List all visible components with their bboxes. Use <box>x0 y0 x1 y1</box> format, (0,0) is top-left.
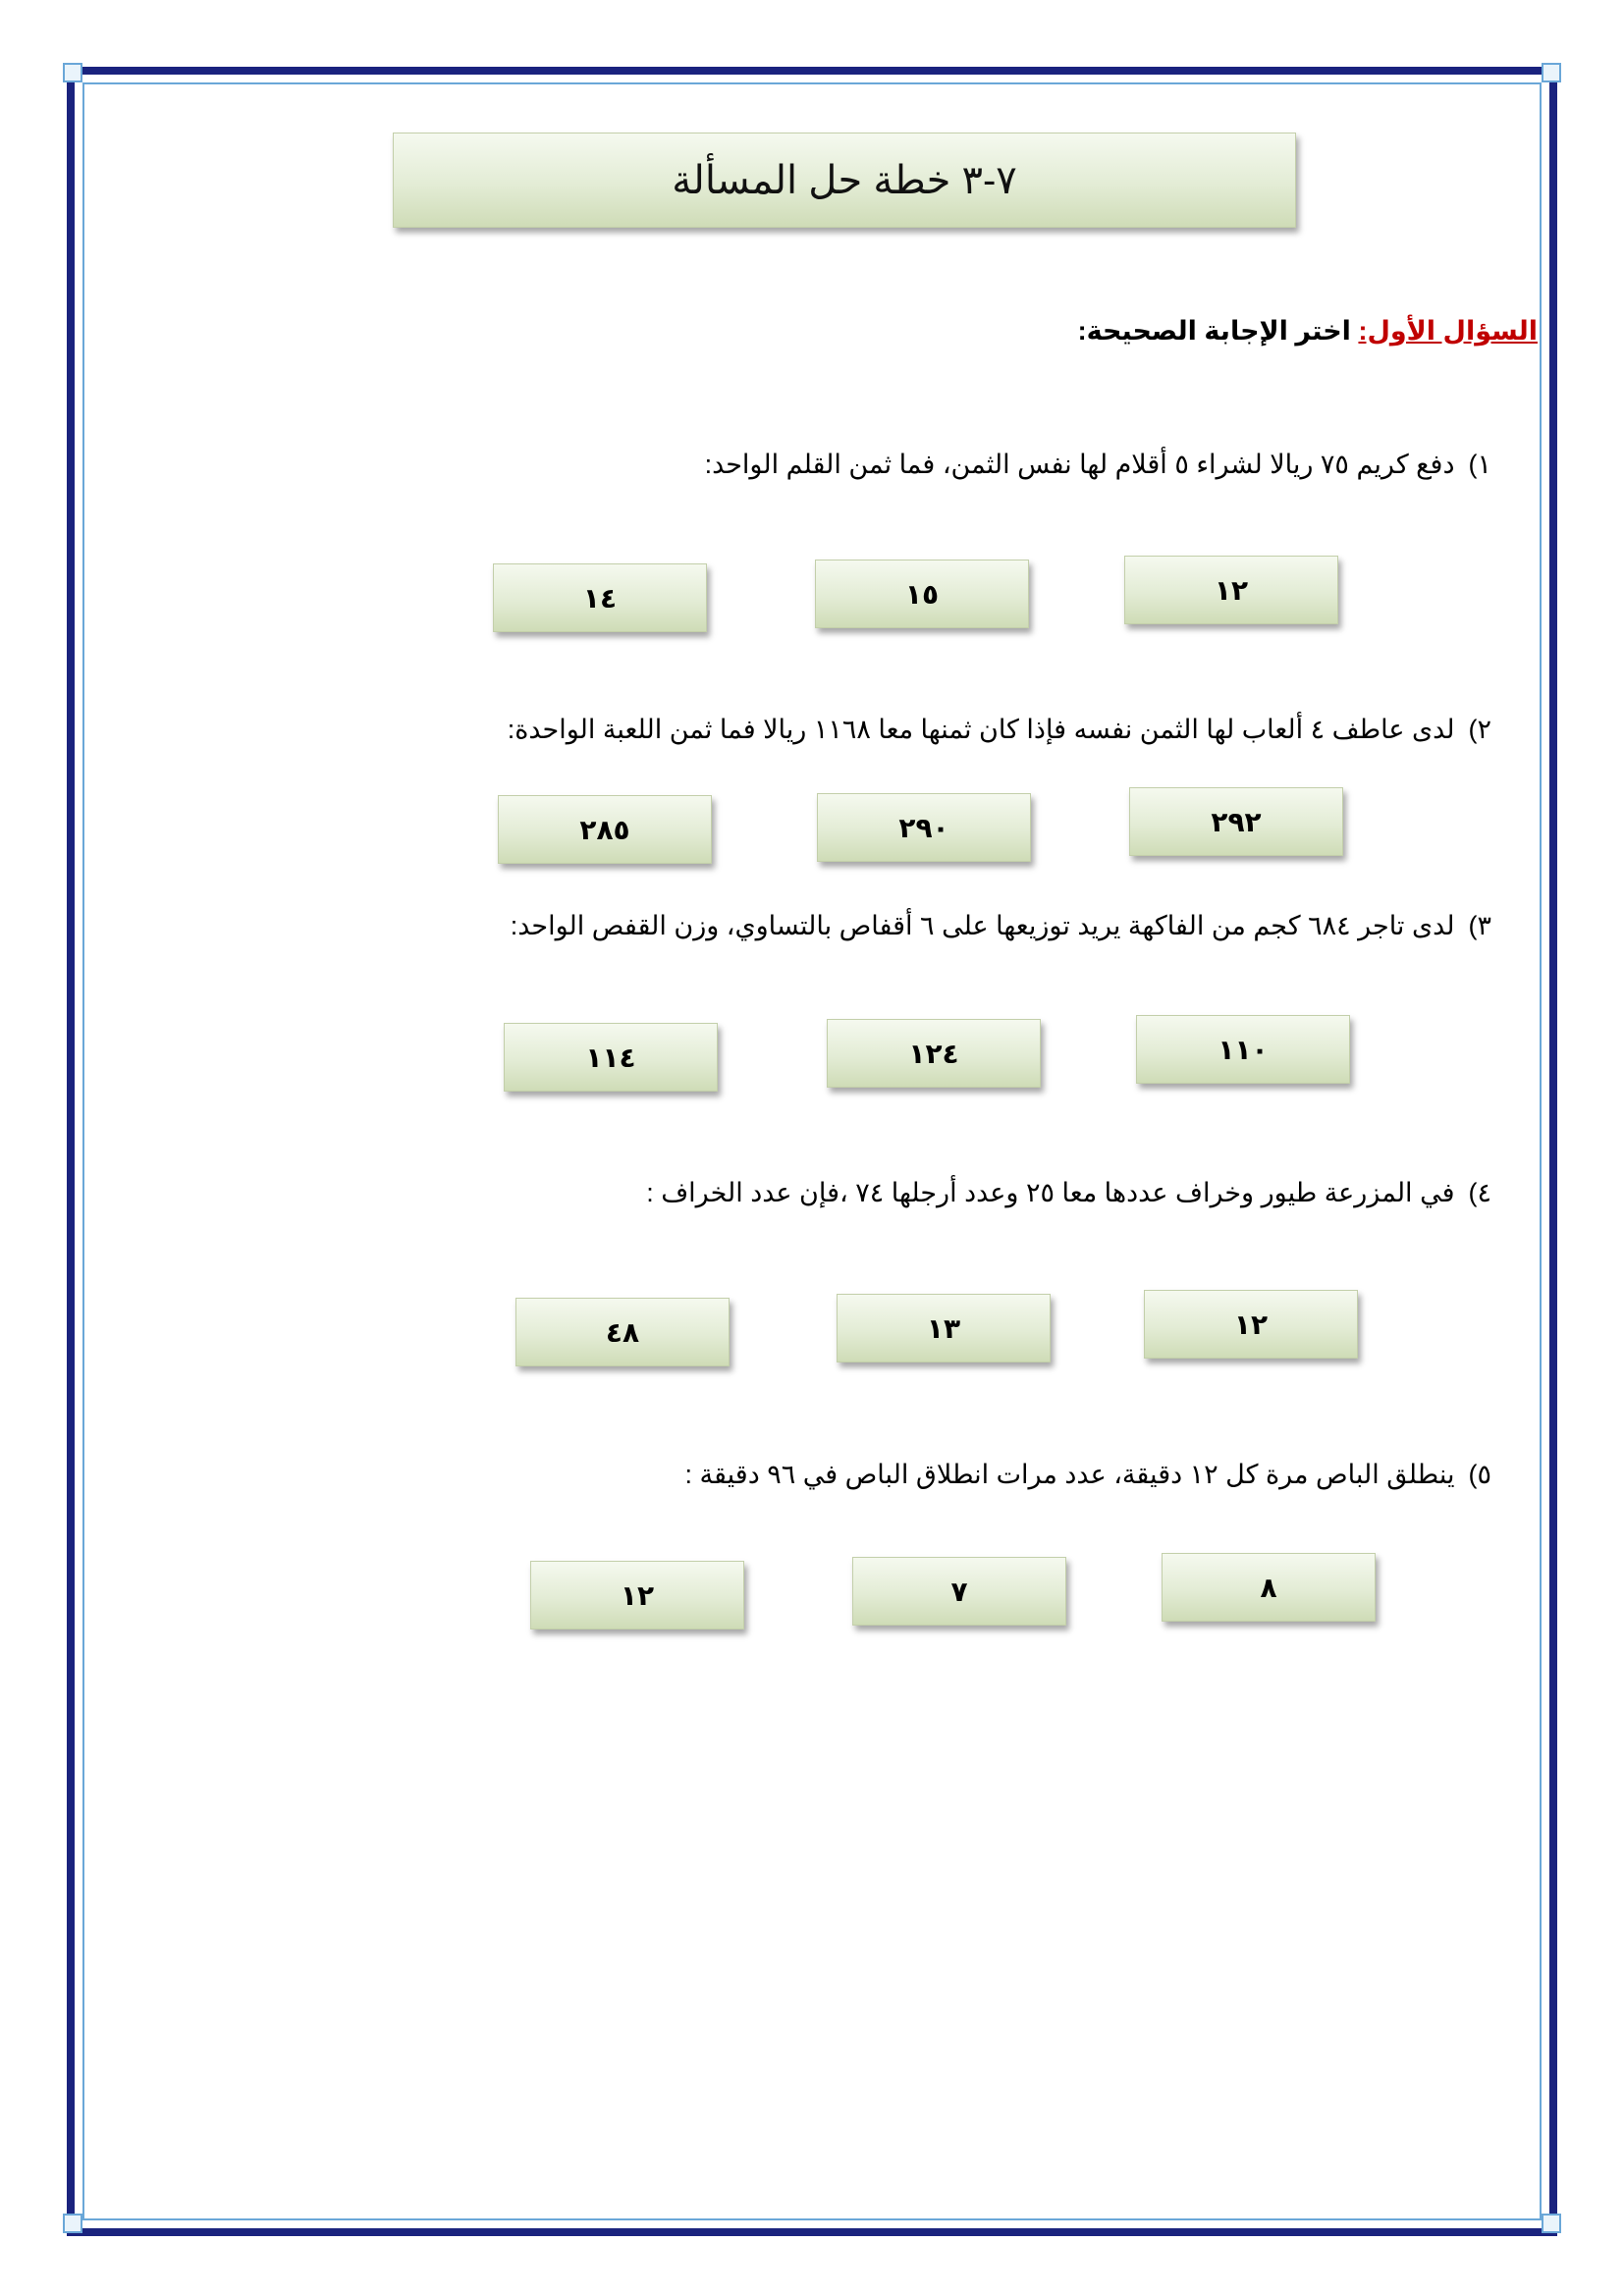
option-label: ١٢ <box>620 1578 655 1612</box>
option-label: ٢٩٠ <box>898 811 949 844</box>
frame-corner-ornament <box>63 2214 82 2233</box>
question-number: ١) <box>1468 450 1491 479</box>
option-button[interactable] <box>852 1557 1066 1626</box>
frame-corner-ornament <box>63 63 82 82</box>
question-text: ينطلق الباص مرة كل ١٢ دقيقة، عدد مرات انطلاق الباص في ٩٦ دقيقة : <box>684 1460 1455 1489</box>
option-button[interactable] <box>1124 556 1338 624</box>
question-text: لدى عاطف ٤ ألعاب لها الثمن نفسه فإذا كان ثمنها معا ١١٦٨ ريالا فما ثمن اللعبة الواحدة: <box>507 715 1455 744</box>
option-button[interactable] <box>1129 787 1343 856</box>
option-label: ١٣ <box>926 1311 961 1345</box>
question-number: ٤) <box>1468 1178 1491 1207</box>
title-box <box>393 133 1296 228</box>
option-label: ١١٤ <box>585 1041 636 1074</box>
question-4 <box>646 1178 1491 1208</box>
frame-corner-ornament <box>1542 2214 1561 2233</box>
option-button[interactable] <box>515 1298 730 1366</box>
option-button[interactable] <box>1136 1015 1350 1084</box>
question-header <box>1078 316 1538 347</box>
option-label: ١١٠ <box>1218 1033 1269 1066</box>
question-text: لدى تاجر ٦٨٤ كجم من الفاكهة يريد توزيعها على ٦ أقفاص بالتساوي، وزن القفص الواحد: <box>510 911 1455 940</box>
option-button[interactable] <box>504 1023 718 1092</box>
question-3 <box>511 911 1491 941</box>
option-button[interactable] <box>817 793 1031 862</box>
option-button[interactable] <box>493 563 707 632</box>
option-label: ٤٨ <box>605 1315 640 1349</box>
question-text: دفع كريم ٧٥ ريالا لشراء ٥ أقلام لها نفس الثمن، فما ثمن القلم الواحد: <box>704 450 1455 479</box>
option-label: ١٢ <box>1214 573 1249 607</box>
option-button[interactable] <box>827 1019 1041 1088</box>
question-number: ٣) <box>1468 911 1491 940</box>
question-number: ٢) <box>1468 715 1491 744</box>
option-label: ١٢ <box>1233 1308 1269 1341</box>
option-button[interactable] <box>1162 1553 1376 1622</box>
option-button[interactable] <box>530 1561 744 1629</box>
question-header-instruction: اختر الإجابة الصحيحة: <box>1077 316 1351 346</box>
option-button[interactable] <box>498 795 712 864</box>
question-header-label: السؤال الأول: <box>1358 316 1538 346</box>
question-number: ٥) <box>1468 1460 1491 1489</box>
page-title: ٧-٣ خطة حل المسألة <box>672 158 1017 202</box>
page-border-inner <box>82 82 1542 2220</box>
option-label: ١٢٤ <box>908 1037 959 1070</box>
option-button[interactable] <box>837 1294 1051 1362</box>
question-text: في المزرعة طيور وخراف عددها معا ٢٥ وعدد أرجلها ٧٤ ،فإن عدد الخراف : <box>646 1178 1455 1207</box>
option-label: ١٤ <box>582 581 618 614</box>
option-label: ٢٩٢ <box>1211 805 1262 838</box>
option-label: ٢٨٥ <box>579 813 630 846</box>
option-button[interactable] <box>1144 1290 1358 1359</box>
option-label: ٧ <box>950 1575 968 1608</box>
option-label: ١٥ <box>904 577 940 611</box>
question-1 <box>705 450 1491 480</box>
option-button[interactable] <box>815 560 1029 628</box>
option-label: ٨ <box>1260 1571 1277 1604</box>
question-5 <box>685 1460 1492 1490</box>
question-2 <box>508 715 1491 745</box>
frame-corner-ornament <box>1542 63 1561 82</box>
